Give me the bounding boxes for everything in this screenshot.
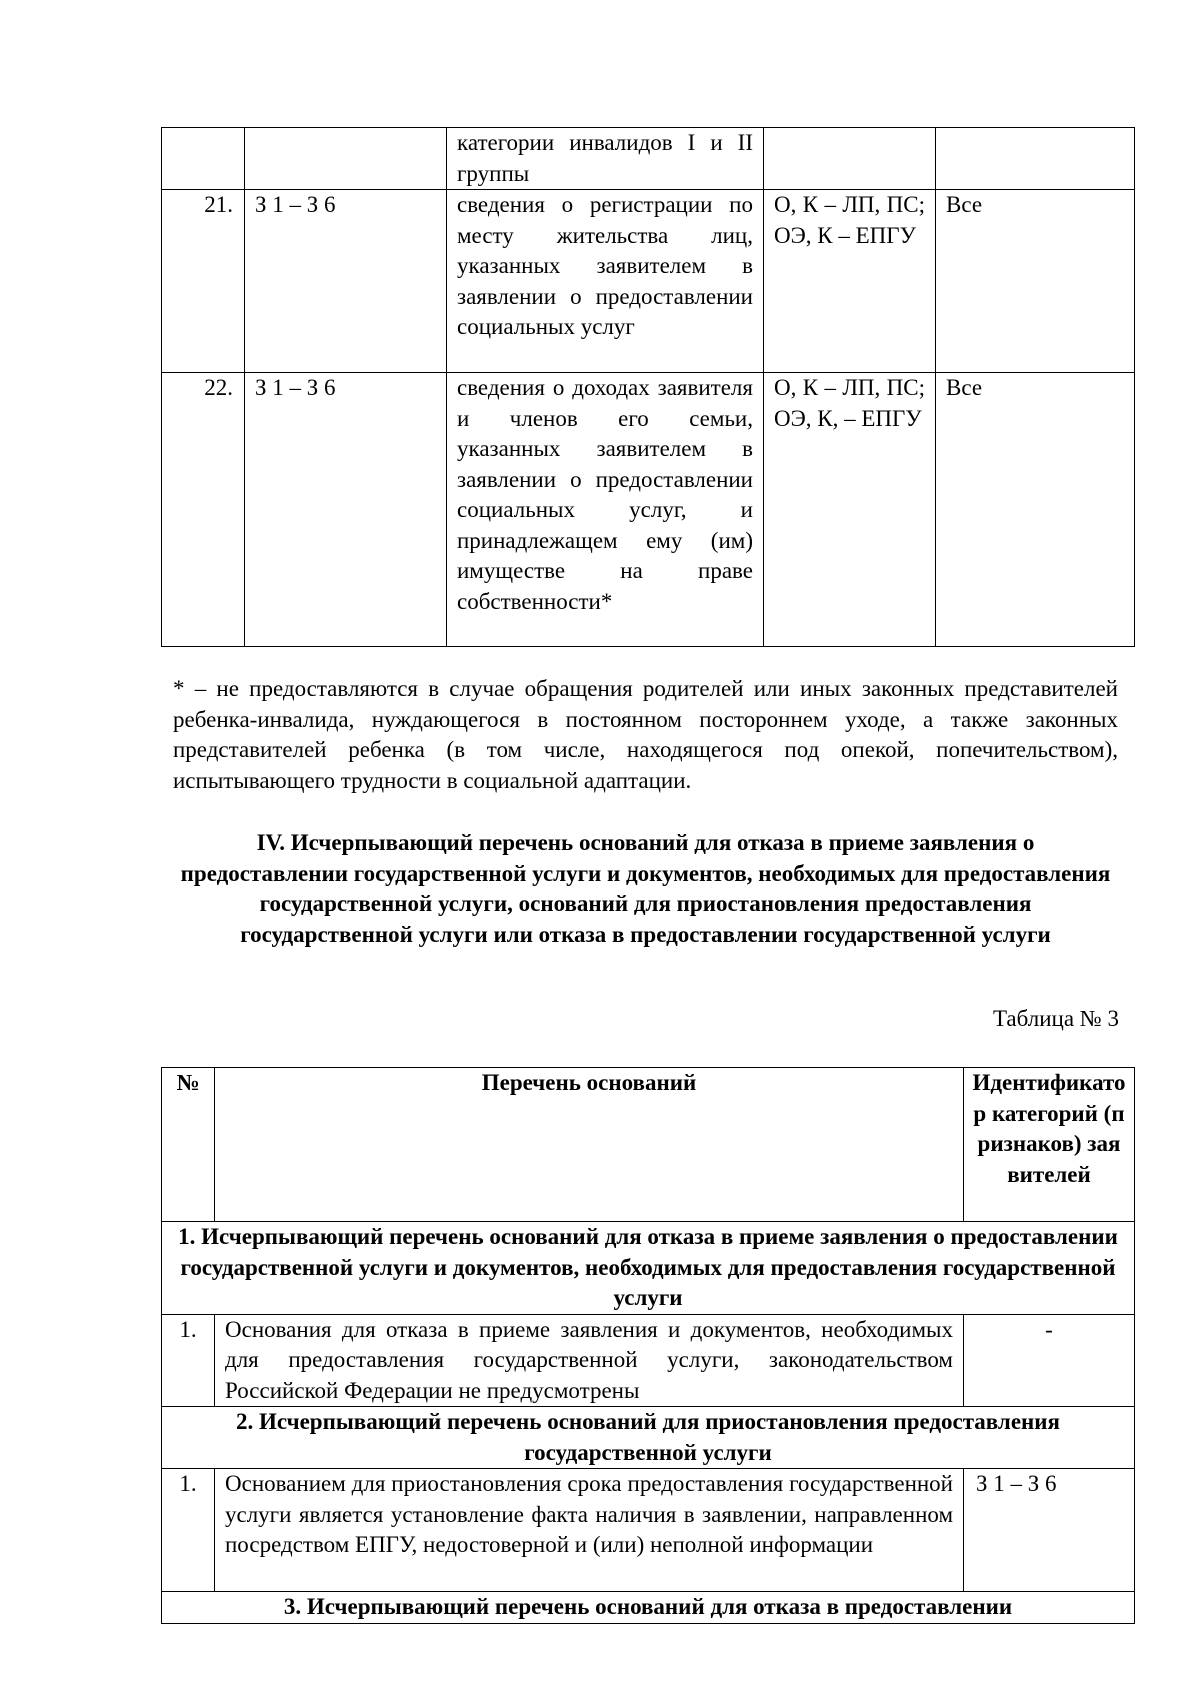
applicant-categories: Все (936, 373, 1135, 647)
section-title: 2. Исчерпывающий перечень оснований для приостановления предоставления государственной услуги (162, 1407, 1135, 1469)
table-row (162, 373, 1135, 647)
row-number: 1. (162, 1314, 215, 1407)
row-number: 1. (162, 1469, 215, 1592)
header-grounds: Перечень оснований (215, 1068, 964, 1222)
ground-identifier: - (964, 1314, 1135, 1407)
header-identifier: Идентификатор категорий (признаков) заявителей (964, 1068, 1135, 1222)
section-row (162, 1592, 1135, 1624)
applicant-code (245, 128, 447, 190)
table-row (162, 1469, 1135, 1592)
table-row (162, 190, 1135, 373)
table-caption: Таблица № 3 (992, 1006, 1119, 1031)
table-header-row (162, 1068, 1135, 1222)
information-description: категории инвалидов I и II группы (447, 128, 764, 190)
section-row (162, 1407, 1135, 1469)
ground-identifier: З 1 – З 6 (964, 1469, 1135, 1592)
footnote: * – не предоставляются в случае обращения родителей или иных законных представителей ребенка-инвалида, нуждающегося в постоянном постороннем уходе, а также законных представителей ребенка (в том числе, находящегося под опекой, попечительством), испытывающего трудности в социальной адаптации. (173, 676, 1118, 793)
information-source (764, 128, 936, 190)
grounds-table (161, 1067, 1135, 1624)
applicant-code: З 1 – З 6 (245, 373, 447, 647)
section-heading: IV. Исчерпывающий перечень оснований для отказа в приеме заявления о предоставлении государственной услуги и документов, необходимых для предоставления государственной услуги, оснований для приостановления предоставления государственной услуги или отказа в предоставлении государственной услуги (180, 830, 1111, 947)
documents-table (161, 127, 1135, 647)
information-source: О, К – ЛП, ПС; ОЭ, К, – ЕПГУ (764, 373, 936, 647)
row-number: 21. (162, 190, 245, 373)
ground-text: Основания для отказа в приеме заявления и документов, необходимых для предоставления государственной услуги, законодательством Российской Федерации не предусмотрены (215, 1314, 964, 1407)
header-number: № (162, 1068, 215, 1222)
row-number (162, 128, 245, 190)
table-row (162, 1314, 1135, 1407)
applicant-categories (936, 128, 1135, 190)
row-number: 22. (162, 373, 245, 647)
table-row (162, 128, 1135, 190)
information-description: сведения о регистрации по месту жительства лиц, указанных заявителем в заявлении о предоставлении социальных услуг (447, 190, 764, 373)
applicant-code: З 1 – З 6 (245, 190, 447, 373)
applicant-categories: Все (936, 190, 1135, 373)
information-description: сведения о доходах заявителя и членов его семьи, указанных заявителем в заявлении о предоставлении социальных услуг, и принадлежащем ему (им) имуществе на праве собственности* (447, 373, 764, 647)
section-row (162, 1222, 1135, 1315)
information-source: О, К – ЛП, ПС; ОЭ, К – ЕПГУ (764, 190, 936, 373)
ground-text: Основанием для приостановления срока предоставления государственной услуги является установление факта наличия в заявлении, направленном посредством ЕПГУ, недостоверной и (или) неполной информации (215, 1469, 964, 1592)
section-title: 3. Исчерпывающий перечень оснований для отказа в предоставлении (162, 1592, 1135, 1624)
section-title: 1. Исчерпывающий перечень оснований для отказа в приеме заявления о предоставлении государственной услуги и документов, необходимых для предоставления государственной услуги (162, 1222, 1135, 1315)
